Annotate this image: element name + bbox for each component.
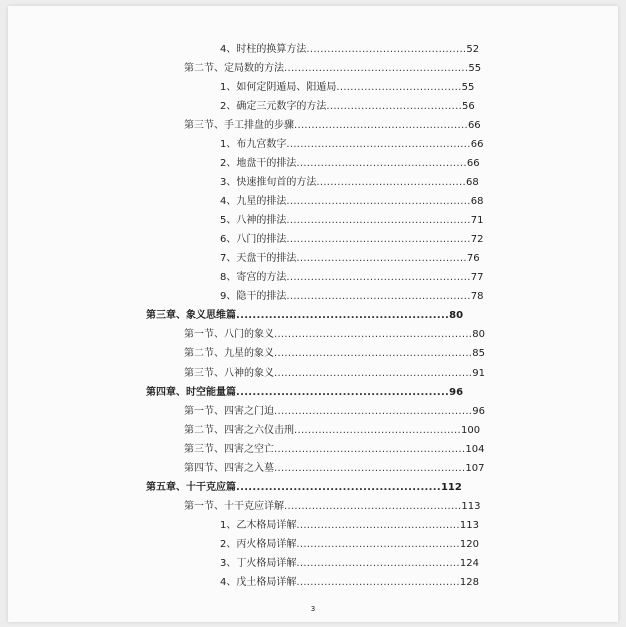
toc-entry	[220, 576, 479, 589]
toc-entry-page: 77	[470, 272, 484, 283]
toc-leader-dots: ....................................................	[236, 387, 450, 398]
toc-entry-label: 1、如何定阴遁局、阳遁局	[220, 82, 337, 93]
toc-entry-page: 91	[472, 368, 486, 379]
toc-entry	[184, 462, 485, 475]
toc-entry-page: 66	[467, 120, 481, 131]
toc-entry-page: 66	[466, 158, 480, 169]
toc-leader-dots: .....................................................	[286, 215, 471, 226]
toc-entry-page: 71	[470, 215, 484, 226]
toc-entry	[220, 176, 479, 189]
toc-entry	[184, 119, 481, 132]
toc-entry-page: 124	[459, 558, 479, 569]
toc-leader-dots: ...............................................	[296, 577, 460, 588]
toc-entry	[146, 309, 464, 322]
toc-leader-dots: ................................................	[294, 425, 461, 436]
toc-entry	[220, 138, 484, 151]
toc-entry	[184, 424, 481, 437]
toc-leader-dots: .................................................	[296, 158, 467, 169]
toc-leader-dots: .....................................................	[286, 139, 471, 150]
toc-entry-page: 96	[449, 387, 464, 398]
toc-entry-label: 7、天盘干的排法	[220, 253, 297, 264]
toc-entry	[220, 233, 484, 246]
toc-entry-label: 3、快速推旬首的方法	[220, 177, 317, 188]
page-number: 3	[310, 605, 316, 613]
toc-entry-label: 第四节、四害之入墓	[184, 463, 274, 474]
toc-entry	[220, 100, 475, 113]
toc-entry	[184, 347, 486, 360]
toc-leader-dots: ...................................................	[284, 501, 462, 512]
toc-entry-label: 第一节、四害之门迫	[184, 406, 274, 417]
toc-entry-label: 第三章、象义思维篇	[146, 310, 236, 321]
toc-entry-page: 55	[461, 82, 475, 93]
toc-entry-label: 4、时柱的换算方法	[220, 44, 307, 55]
toc-leader-dots: .........................................................	[274, 368, 473, 379]
toc-entry	[184, 405, 486, 418]
toc-entry	[220, 214, 484, 227]
toc-entry-label: 2、地盘干的排法	[220, 158, 297, 169]
toc-entry	[220, 271, 484, 284]
toc-entry-page: 66	[470, 139, 484, 150]
toc-leader-dots: ..............................................	[306, 44, 467, 55]
toc-entry-label: 5、八神的排法	[220, 215, 287, 226]
toc-leader-dots: .....................................................	[286, 272, 471, 283]
toc-leader-dots: ....................................	[336, 82, 462, 93]
toc-entry-label: 1、乙木格局详解	[220, 520, 297, 531]
toc-leader-dots: ...............................................	[296, 520, 460, 531]
toc-entry	[184, 443, 485, 456]
toc-leader-dots: .....................................................	[286, 291, 471, 302]
toc-entry-page: 80	[449, 310, 464, 321]
toc-entry-page: 72	[470, 234, 484, 245]
toc-entry-page: 55	[468, 63, 482, 74]
toc-entry-label: 4、戊土格局详解	[220, 577, 297, 588]
toc-entry	[184, 62, 482, 75]
toc-leader-dots: ...........................................	[316, 177, 466, 188]
toc-entry-label: 6、八门的排法	[220, 234, 287, 245]
toc-leader-dots: .......................................................	[274, 444, 466, 455]
toc-entry-label: 第三节、四害之空亡	[184, 444, 274, 455]
toc-entry-page: 107	[465, 463, 485, 474]
toc-entry-page: 113	[461, 501, 481, 512]
toc-entry	[184, 328, 486, 341]
toc-entry	[220, 252, 480, 265]
toc-entry	[220, 519, 479, 532]
toc-entry-label: 2、丙火格局详解	[220, 539, 297, 550]
toc-entry-page: 128	[459, 577, 479, 588]
toc-entry	[146, 481, 460, 494]
toc-entry-page: 76	[466, 253, 480, 264]
toc-entry	[220, 157, 480, 170]
toc-entry-label: 2、确定三元数字的方法	[220, 101, 327, 112]
toc-entry	[220, 81, 475, 94]
toc-entry-label: 第一节、十干克应详解	[184, 501, 284, 512]
toc-entry-label: 3、丁火格局详解	[220, 558, 297, 569]
toc-entry-page: 120	[459, 539, 479, 550]
toc-entry-label: 4、九星的排法	[220, 196, 287, 207]
toc-entry-page: 52	[466, 44, 480, 55]
toc-entry-page: 104	[465, 444, 485, 455]
toc-entry	[146, 386, 464, 399]
toc-leader-dots: .......................................................	[274, 463, 466, 474]
toc-leader-dots: ....................................................	[236, 310, 450, 321]
toc-entry-label: 第二节、定局数的方法	[184, 63, 284, 74]
toc-entry-page: 68	[465, 177, 479, 188]
toc-entry	[220, 43, 480, 56]
toc-entry-label: 1、布九宫数字	[220, 139, 287, 150]
toc-entry-page: 112	[440, 482, 462, 493]
document-page	[8, 6, 618, 622]
toc-leader-dots: ...............................................	[296, 558, 460, 569]
toc-entry	[220, 557, 479, 570]
toc-entry-page: 85	[472, 348, 486, 359]
toc-entry-label: 第四章、时空能量篇	[146, 387, 236, 398]
toc-entry-page: 78	[470, 291, 484, 302]
toc-leader-dots: ...............................................	[296, 539, 460, 550]
toc-leader-dots: .........................................................	[274, 348, 473, 359]
toc-entry-page: 96	[472, 406, 486, 417]
toc-leader-dots: .................................................	[296, 253, 467, 264]
toc-entry-label: 8、寄宫的方法	[220, 272, 287, 283]
toc-entry	[220, 538, 479, 551]
toc-entry	[220, 290, 484, 303]
toc-entry	[184, 500, 481, 513]
toc-entry-label: 第三节、八神的象义	[184, 368, 274, 379]
toc-entry-label: 第二节、九星的象义	[184, 348, 274, 359]
toc-entry	[184, 367, 486, 380]
toc-leader-dots: ..................................................	[236, 482, 441, 493]
toc-leader-dots: .......................................	[326, 101, 463, 112]
toc-entry	[220, 195, 484, 208]
toc-entry-page: 68	[470, 196, 484, 207]
toc-leader-dots: .....................................................	[286, 196, 471, 207]
toc-entry-page: 100	[460, 425, 481, 436]
toc-leader-dots: ..................................................	[294, 120, 468, 131]
toc-leader-dots: .........................................................	[274, 406, 473, 417]
toc-entry-page: 113	[459, 520, 479, 531]
toc-leader-dots: .....................................................	[286, 234, 471, 245]
toc-entry-label: 9、隐干的排法	[220, 291, 287, 302]
toc-leader-dots: .........................................................	[274, 329, 473, 340]
toc-entry-label: 第二节、四害之六仪击刑	[184, 425, 294, 436]
toc-entry-page: 56	[462, 101, 475, 112]
toc-entry-label: 第三节、手工排盘的步骤	[184, 120, 294, 131]
toc-entry-label: 第五章、十干克应篇	[146, 482, 236, 493]
toc-entry-page: 80	[472, 329, 486, 340]
toc-leader-dots: .....................................................	[284, 63, 469, 74]
toc-entry-label: 第一节、八门的象义	[184, 329, 274, 340]
